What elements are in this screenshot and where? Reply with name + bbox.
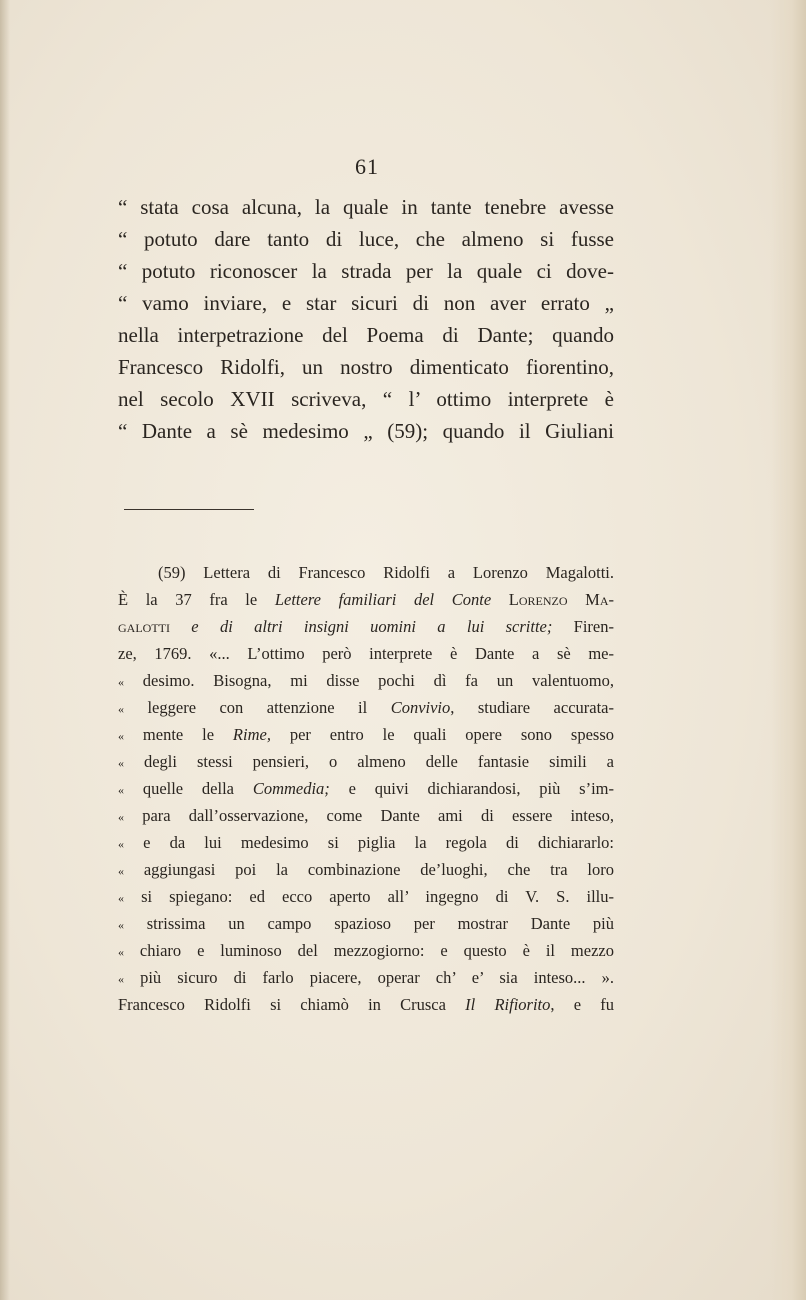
footnote-line: « e da lui medesimo si piglia la regola di dichiararlo: (118, 833, 615, 852)
footnote-line: Francesco Ridolfi si chiamò in Crusca Il Rifiorito, e fu (118, 995, 614, 1014)
footnote-line: « si spiegano: ed ecco aperto all’ ingegno di V. S. illu- (118, 887, 615, 906)
footnote-line: « chiaro e luminoso del mezzogiorno: e questo è il mezzo (118, 941, 614, 960)
footnote-line: « desimo. Bisogna, mi disse pochi dì fa un valentuomo, (118, 671, 614, 690)
footnote-line: « quelle della Commedia; e quivi dichiarandosi, più s’im- (118, 779, 615, 798)
page-number: 61 (355, 154, 379, 179)
main-text-block (118, 191, 614, 447)
text-line: “ stata cosa alcuna, la quale in tante tenebre avesse (118, 195, 614, 219)
page-left-shadow (0, 0, 10, 1300)
footnote-line: (59) Lettera di Francesco Ridolfi a Lorenzo Magalotti. (158, 563, 614, 582)
footnote-line: galotti e di altri insigni uomini a lui scritte; Firen- (118, 617, 614, 636)
footnote-line: « aggiungasi poi la combinazione de’luoghi, che tra loro (118, 860, 615, 879)
footnote-block (118, 559, 614, 1018)
text-line: “ Dante a sè medesimo „ (59); quando il Giuliani (118, 419, 614, 443)
text-line: nel secolo XVII scriveva, “ l’ ottimo interprete è (118, 387, 614, 411)
footnote-line: « strissima un campo spazioso per mostrar Dante più (118, 914, 614, 933)
text-line: “ potuto dare tanto di luce, che almeno si fusse (118, 227, 614, 251)
footnote-line: ze, 1769. «... L’ottimo però interprete è Dante a sè me- (118, 644, 614, 663)
text-line: nella interpetrazione del Poema di Dante; quando (118, 323, 614, 347)
footnote-separator-rule (124, 509, 254, 510)
footnote-line: « mente le Rime, per entro le quali opere sono spesso (118, 725, 614, 744)
text-line: “ potuto riconoscer la strada per la quale ci dove- (118, 259, 614, 283)
footnote-line: « degli stessi pensieri, o almeno delle fantasie simili a (118, 752, 614, 771)
footnote-line: « leggere con attenzione il Convivio, studiare accurata- (118, 698, 614, 717)
footnote-line: È la 37 fra le Lettere familiari del Conte Lorenzo Ma- (118, 590, 614, 609)
text-line: Francesco Ridolfi, un nostro dimenticato fiorentino, (118, 355, 614, 379)
footnote-line: « più sicuro di farlo piacere, operar ch’ e’ sia inteso... ». (118, 968, 615, 987)
text-line: “ vamo inviare, e star sicuri di non aver errato „ (118, 291, 614, 315)
page-right-edge (770, 0, 806, 1300)
footnote-line: « para dall’osservazione, come Dante ami di essere inteso, (118, 806, 614, 825)
